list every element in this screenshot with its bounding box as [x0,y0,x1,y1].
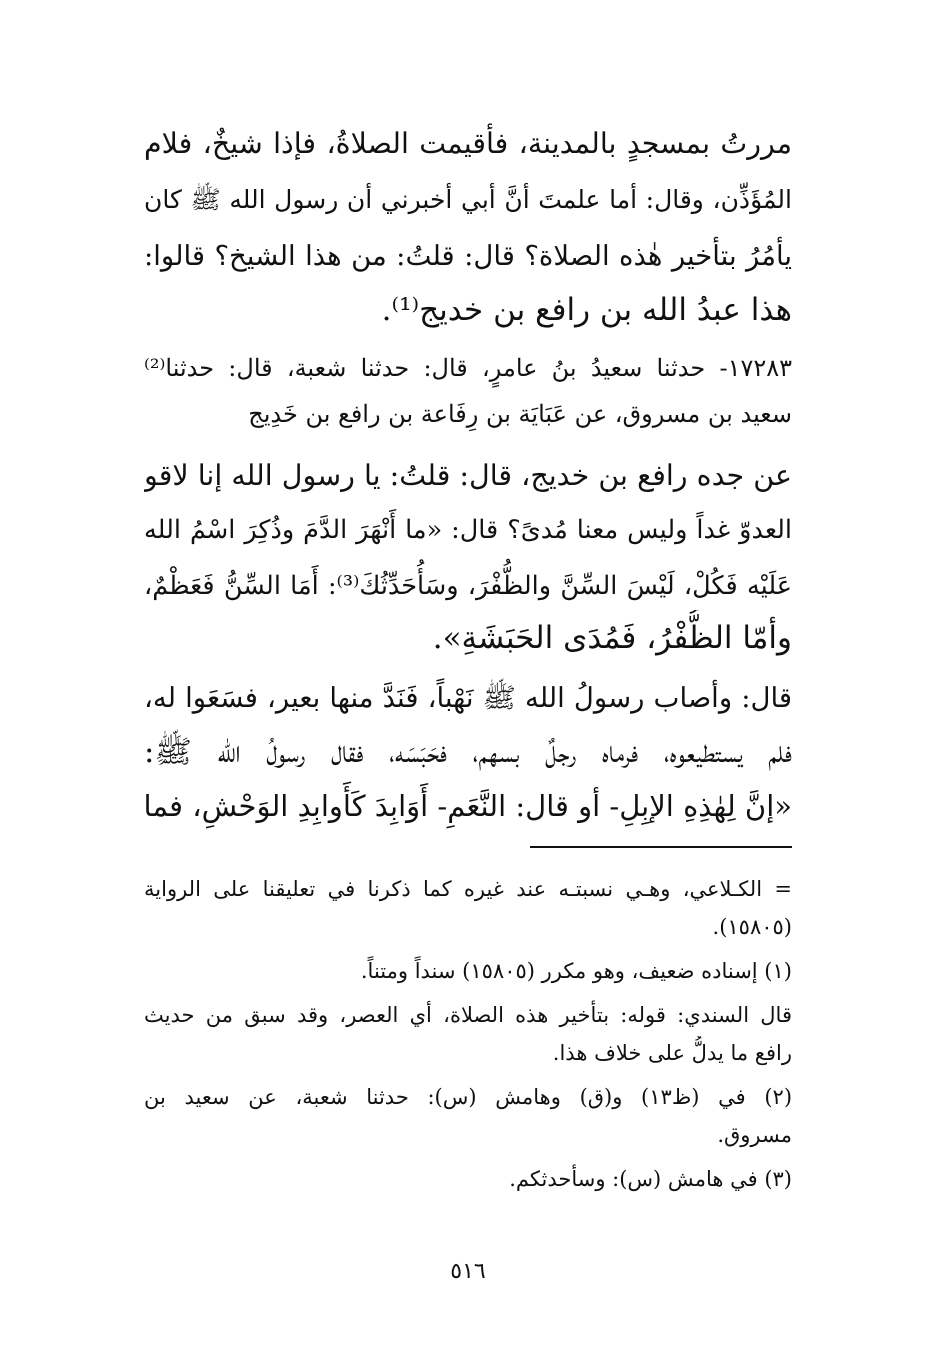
footnote-1: (١) إسناده ضعيف، وهو مكرر (١٥٨٠٥) سنداً ومتناً. [360,959,792,983]
footnote-line: مسروق. [717,1123,792,1147]
footnote-line: (١٥٨٠٥). [712,915,792,939]
main-text-line: وأمّا الظُّفْرُ، فَمُدَى الحَبَشَةِ». [432,620,792,656]
footnote-line: رافع ما يدلُّ على خلاف هذا. [552,1041,792,1065]
main-text-line: مررتُ بمسجدٍ بالمدينة، فأقيمت الصلاةُ، فإذا شيخٌ، فلام [144,127,792,160]
footnote-line: = الكـلاعي، وهـي نسبتـه عند غيره كما ذكرنا في تعليقنا على الرواية [144,877,792,901]
footnote-separator [530,846,792,848]
main-text-line: عن جده رافع بن خديج، قال: قلتُ: يا رسول الله إنا لاقو [144,459,792,492]
main-text-line: هذا عبدُ الله بن رافع بن خديج⁽¹⁾. [381,292,792,328]
footnote-2: (٢) في (ظ١٣) و(ق) وهامش (س): حدثنا شعبة، عن سعيد بن [144,1085,792,1109]
page-number: ٥١٦ [450,1259,486,1284]
main-text-line: المُؤَذِّن، وقال: أما علمتَ أنَّ أبي أخبرني أن رسول الله ﷺ كان [144,185,792,214]
footnote-line: قال السندي: قوله: بتأخير هذه الصلاة، أي العصر، وقد سبق من حديث [144,1003,792,1027]
hadith-chain-line: ١٧٢٨٣- حدثنا سعيدُ بنُ عامرٍ، قال: حدثنا شعبة، قال: حدثنا⁽²⁾ [144,354,792,382]
footnote-3: (٣) في هامش (س): وسأحدثكم. [509,1167,792,1191]
main-text-line: يأمُرُ بتأخير هٰذه الصلاة؟ قال: قلتُ: من هذا الشيخ؟ قالوا: [144,240,792,272]
main-text-line: «إنَّ لِهٰذِهِ الإبِلِ- أو قال: النَّعَمِ- أَوَابِدَ كَأَوابِدِ الوَحْشِ، فما [144,789,792,823]
main-text-line: العدوّ غداً وليس معنا مُدىً؟ قال: «ما أَنْهَرَ الدَّمَ وذُكِرَ اسْمُ الله [144,515,792,545]
main-text-line: عَلَيْه فَكُلْ، لَيْسَ السِّنَّ والظُّفْرَ، وسَأُحَدِّثُكَ⁽³⁾: أَمَا السِّنُّ فَعَظْمٌ، [144,571,792,601]
main-text-line: قال: وأصاب رسولُ الله ﷺ نَهْباً، فَنَدَّ منها بعير، فسَعَوا له، [144,682,792,714]
main-text-line: فلم يستطيعوه، فرماه رجلٌ بسهم، فحَبَسَه، فقال رسولُ الله ﷺ: [144,734,792,770]
hadith-chain-line: سعيد بن مسروق، عن عَبَايَة بن رِفَاعة بن رافع بن خَدِيج [248,400,792,428]
